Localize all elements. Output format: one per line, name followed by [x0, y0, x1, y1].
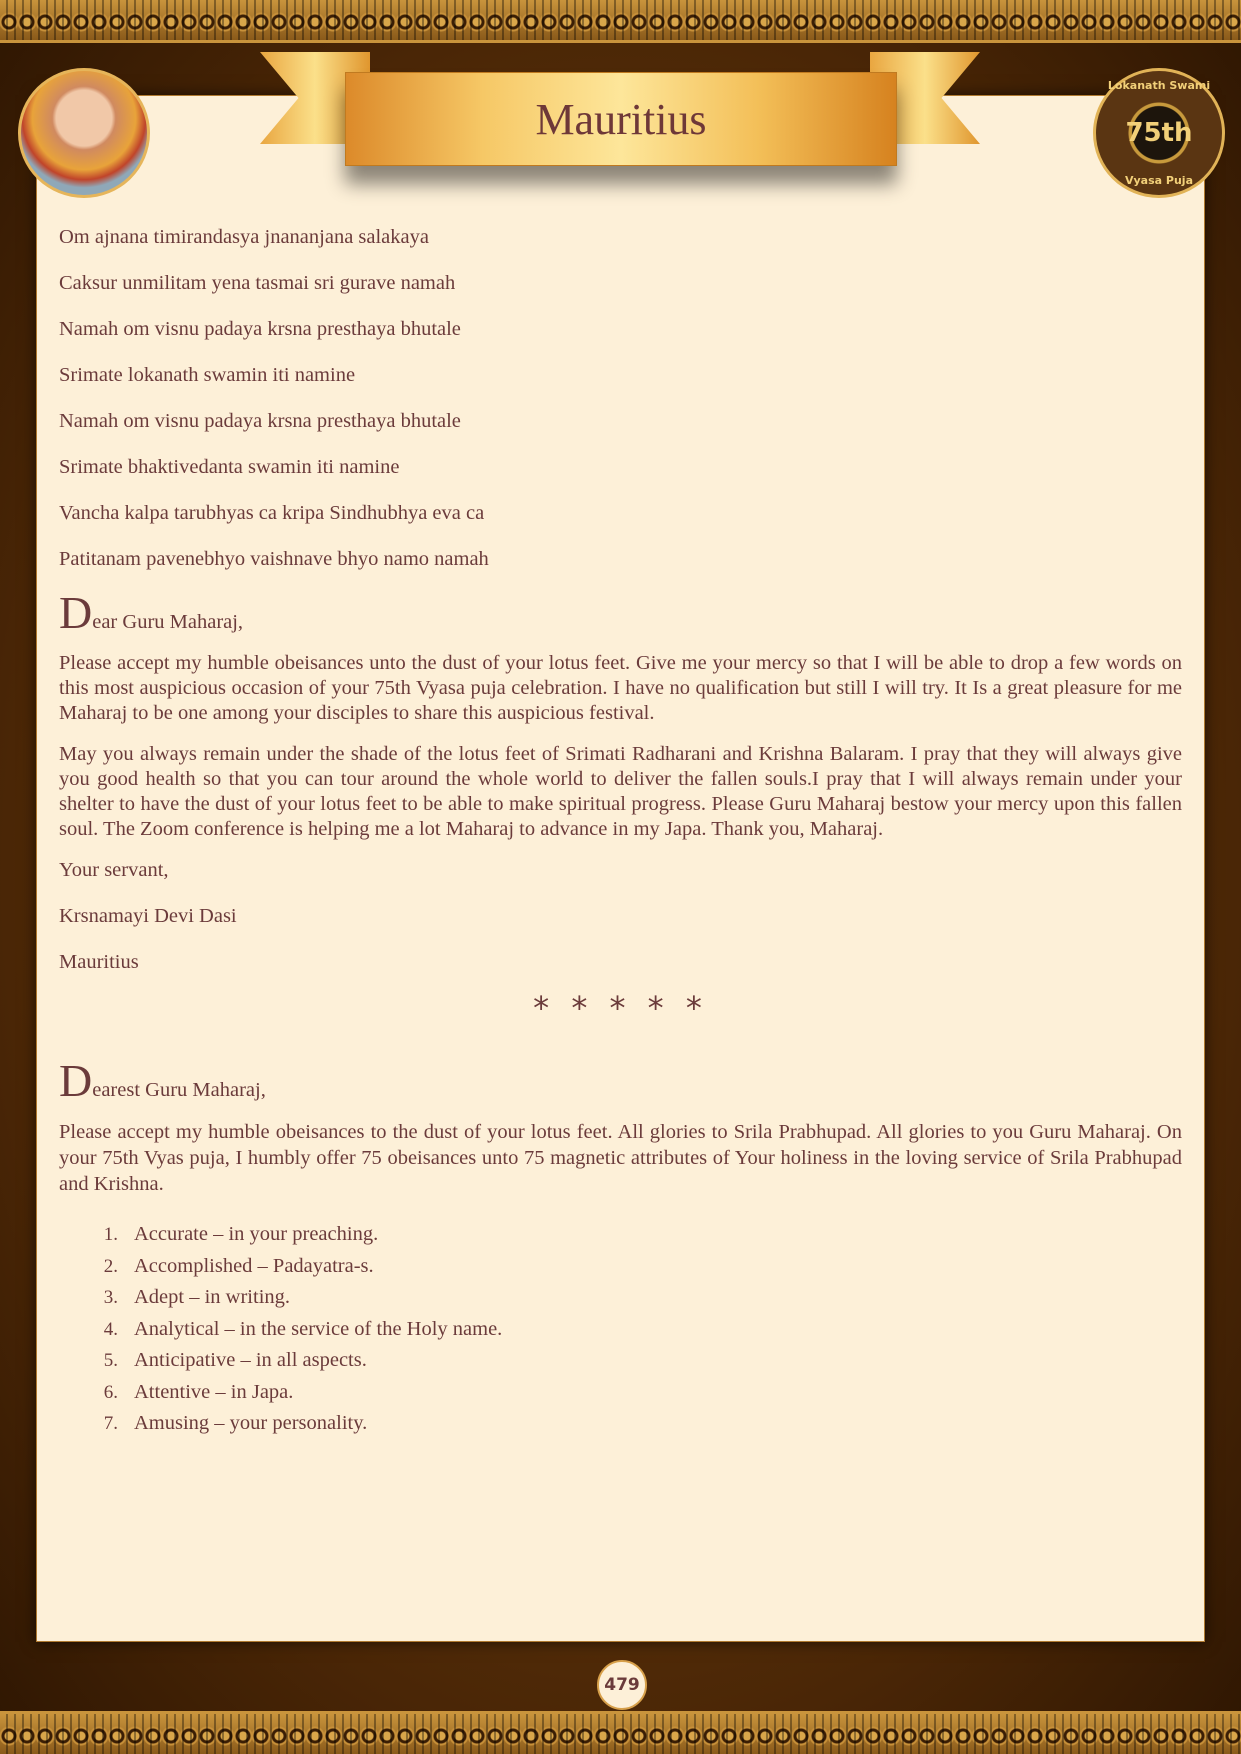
- drop-cap: D: [59, 587, 93, 638]
- letter2-paragraph: Please accept my humble obeisances to the dust of your lotus feet. All glories to Srila Prabhupad. All glories to you Guru Maharaj. On your 75th Vyas puja, I humbly offer 75 obeisances unto 75 magnetic attributes of Your holiness in the loving service of Srila Prabhupad and Krishna.: [59, 1121, 1182, 1195]
- mantra-line: Patitanam pavenebhyo vaishnave bhyo namo namah: [59, 548, 489, 570]
- mantra-line: Srimate lokanath swamin iti namine: [59, 364, 356, 386]
- mantra-line: Namah om visnu padaya krsna presthaya bhutale: [59, 318, 461, 340]
- list-item: [59, 1219, 1182, 1251]
- guru-portrait: [18, 68, 150, 198]
- letter1-paragraph: Please accept my humble obeisances unto the dust of your lotus feet. Give me your mercy so that I will be able to drop a few words on this most auspicious occasion of your 75th Vyasa puja celebration. I have no qualification but still I will try. It Is a great pleasure for me Maharaj to be one among your disciples to share this auspicious festival.: [59, 652, 1182, 724]
- list-text: Accurate – in your preaching.: [134, 1223, 379, 1245]
- salutation-text: ear Guru Maharaj,: [92, 611, 244, 633]
- list-item: [59, 1251, 1182, 1283]
- author-name: Krsnamayi Devi Dasi: [59, 905, 237, 927]
- page-number: 479: [597, 1660, 647, 1710]
- mantra-line: Namah om visnu padaya krsna presthaya bhutale: [59, 410, 461, 432]
- list-item: [59, 1377, 1182, 1409]
- drop-cap: D: [59, 1055, 93, 1106]
- list-number: 7.: [103, 1413, 118, 1434]
- page-content: [59, 225, 1182, 1440]
- list-number: 2.: [103, 1255, 118, 1277]
- list-text: Accomplished – Padayatra-s.: [134, 1254, 374, 1277]
- decorative-bottom-border: [0, 1711, 1241, 1754]
- list-text: Adept – in writing.: [134, 1286, 291, 1308]
- badge-top-text: Lokanath Swami: [1107, 79, 1211, 92]
- list-item: [59, 1314, 1182, 1346]
- salutation-text: earest Guru Maharaj,: [92, 1079, 266, 1101]
- letter1-salutation: [59, 587, 1182, 638]
- vyasa-puja-75-logo: [1093, 68, 1225, 198]
- title-ribbon: [345, 72, 897, 166]
- letter2-salutation: [59, 1055, 1182, 1106]
- decorative-top-border: [0, 0, 1241, 43]
- list-text: Attentive – in Japa.: [134, 1380, 294, 1403]
- list-number: 6.: [103, 1381, 118, 1403]
- list-number: 4.: [103, 1318, 118, 1340]
- list-item: [59, 1408, 1182, 1440]
- list-text: Anticipative – in all aspects.: [134, 1349, 367, 1371]
- closing: Your servant,: [59, 859, 169, 881]
- section-separator: * * * * *: [533, 989, 708, 1027]
- list-item: [59, 1282, 1182, 1314]
- list-number: 1.: [103, 1224, 118, 1245]
- page-title: Mauritius: [535, 94, 707, 144]
- badge-bottom-text: Vyasa Puja: [1125, 174, 1193, 187]
- author-place: Mauritius: [59, 951, 139, 973]
- list-number: 3.: [103, 1287, 118, 1308]
- list-item: [59, 1345, 1182, 1377]
- mantra-line: Vancha kalpa tarubhyas ca kripa Sindhubhya eva ca: [59, 502, 485, 524]
- list-text: Amusing – your personality.: [134, 1412, 368, 1434]
- letter1-signature: [59, 858, 1182, 975]
- mantra-line: Om ajnana timirandasya jnananjana salakaya: [59, 226, 429, 248]
- mantra-line: Srimate bhaktivedanta swamin iti namine: [59, 456, 400, 478]
- list-number: 5.: [103, 1350, 118, 1371]
- letter1-paragraph: May you always remain under the shade of the lotus feet of Srimati Radharani and Krishna Balaram. I pray that they will always give you good health so that you can tour around the whole world to deliver the fallen souls.I pray that I will always remain under your shelter to have the dust of your lotus feet to be able to make spiritual progress. Please Guru Maharaj bestow your mercy upon this fallen soul. The Zoom conference is helping me a lot Maharaj to advance in my Japa. Thank you, Maharaj.: [59, 743, 1182, 840]
- attributes-list: [59, 1219, 1182, 1440]
- list-text: Analytical – in the service of the Holy name.: [134, 1317, 503, 1340]
- mantra-line: Caksur unmilitam yena tasmai sri gurave namah: [59, 272, 456, 294]
- badge-number: 75th: [1125, 118, 1193, 148]
- mantra-block: [59, 225, 1182, 572]
